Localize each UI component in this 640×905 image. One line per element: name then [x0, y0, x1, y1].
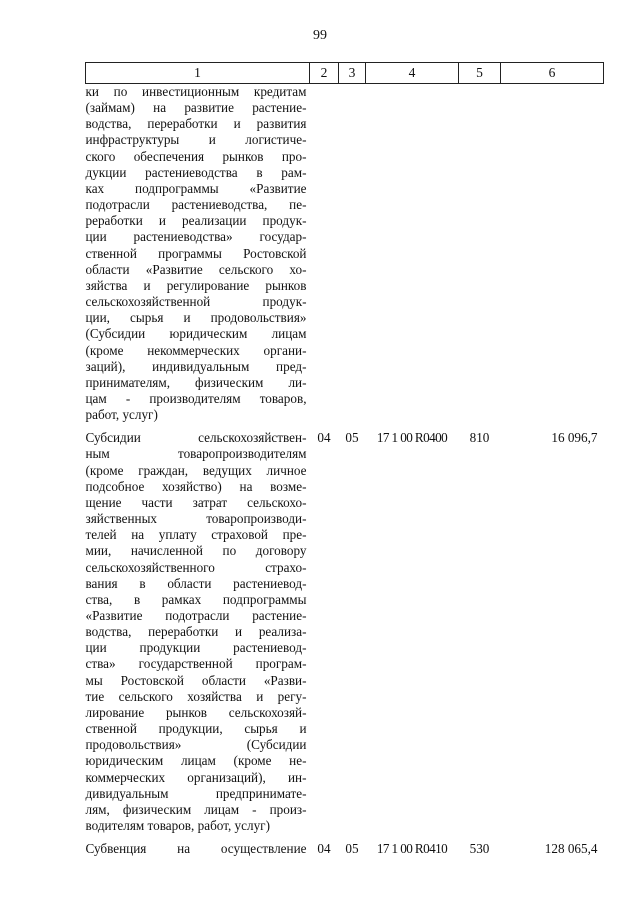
budget-table [85, 62, 604, 857]
expense-type-code [459, 84, 501, 424]
row-description [86, 834, 310, 857]
description-line: (Субсидии юридическим лицам [85, 326, 307, 342]
column-header: 3 [339, 63, 366, 84]
page-number: 99 [313, 28, 327, 43]
description-line: подотрасли растениеводства, пе- [85, 197, 307, 213]
description-line: «Развитие подотрасли растение- [85, 608, 307, 623]
description-line: (займам) на развитие растение- [85, 100, 307, 116]
description-line: зяйственных товаропроизводи- [85, 511, 307, 527]
table-row [86, 84, 604, 424]
description-line: (кроме некоммерческих органи- [85, 342, 307, 358]
description-line: продовольствия» (Субсидии [85, 737, 307, 753]
target-article-code: 17 1 00 R0400 [376, 430, 448, 446]
column-header: 1 [86, 63, 310, 84]
description-line: телей на уплату страховой пре- [85, 527, 307, 543]
target-article-code [366, 84, 459, 424]
description-line: сельскохозяйственной продук- [85, 294, 307, 310]
description-line: Субвенция на осуществление [85, 841, 307, 857]
description-line: водителям товаров, работ, услуг) [85, 818, 270, 834]
expense-type-code: 530 [469, 841, 490, 857]
description-line: области «Развитие сельского хо- [85, 261, 307, 277]
subsection-code: 05 [345, 841, 359, 857]
description-line: юридическим лицам (кроме не- [85, 753, 307, 769]
description-line: заций), индивидуальным пред- [85, 358, 307, 374]
description-line: тие сельского хозяйства и регу- [85, 688, 307, 704]
description-line: работ, услуг) [85, 407, 158, 423]
column-header: 2 [310, 63, 339, 84]
description-line: коммерческих организаций), ин- [85, 769, 307, 785]
description-line: ства» государственной програм- [85, 656, 307, 672]
description-line: ции продукции растениевод- [85, 640, 307, 656]
amount-value: 16 096,7 [551, 430, 598, 446]
amount-value: 128 065,4 [544, 841, 598, 857]
description-line: реработки и реализации продук- [85, 213, 307, 229]
row-description [86, 423, 310, 834]
description-line: ства, в рамках подпрограммы [85, 591, 307, 607]
description-line: щение части затрат сельскохо- [85, 494, 307, 510]
description-line: ции, сырья и продовольствия» [85, 310, 307, 326]
table-row [86, 423, 604, 834]
table-header-row [86, 63, 604, 84]
target-article-code: 17 1 00 R0410 [376, 841, 448, 857]
section-code [310, 84, 339, 424]
description-line: дивидуальным предпринимате- [85, 785, 307, 801]
description-line: ках подпрограммы «Развитие [85, 180, 307, 196]
description-line: ным товаропроизводителям [85, 446, 307, 462]
column-header: 5 [459, 63, 501, 84]
description-line: цам - производителям товаров, [85, 390, 307, 406]
description-line: инфраструктуры и логистиче- [85, 132, 307, 148]
section-code: 04 [317, 430, 331, 446]
description-line: ственной программы Ростовской [85, 245, 307, 261]
description-line: сельскохозяйственного страхо- [85, 559, 307, 575]
description-line: лирование рынков сельскохозяй- [85, 704, 307, 720]
section-code: 04 [317, 841, 331, 857]
description-line: ции растениеводства» государ- [85, 229, 307, 245]
description-line: мы Ростовской области «Разви- [85, 672, 307, 688]
column-header: 4 [366, 63, 459, 84]
description-line: мии, начисленной по договору [85, 543, 307, 559]
description-line: подсобное хозяйство) на возме- [85, 478, 307, 494]
subsection-code: 05 [345, 430, 359, 446]
description-line: зяйства и регулирование рынков [85, 277, 307, 293]
description-line: вания в области растениевод- [85, 575, 307, 591]
description-line: Субсидии сельскохозяйствен- [85, 430, 307, 446]
column-header: 6 [501, 63, 604, 84]
subsection-code [339, 84, 366, 424]
amount-value [501, 84, 604, 424]
description-line: ского обеспечения рынков про- [85, 148, 307, 164]
description-line: принимателям, физическим ли- [85, 374, 307, 390]
description-line: дукции растениеводства в рам- [85, 164, 307, 180]
description-line: лям, физическим лицам - произ- [85, 801, 307, 817]
description-line: водства, переработки и развития [85, 116, 307, 132]
description-line: ки по инвестиционным кредитам [85, 84, 307, 99]
expense-type-code: 810 [469, 430, 490, 446]
table-row [86, 834, 604, 857]
description-line: водства, переработки и реализа- [85, 624, 307, 640]
description-line: ственной продукции, сырья и [85, 721, 307, 737]
row-description [86, 84, 310, 424]
description-line: (кроме граждан, ведущих личное [85, 462, 307, 478]
